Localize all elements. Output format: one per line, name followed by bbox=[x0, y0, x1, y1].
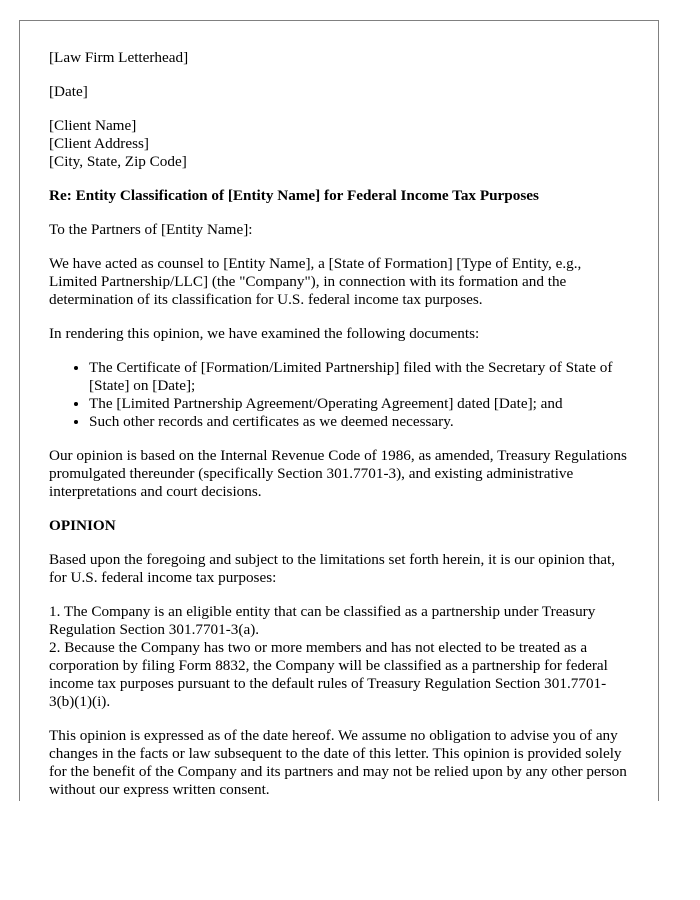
salutation: To the Partners of [Entity Name]: bbox=[49, 221, 253, 238]
letter-date: [Date] bbox=[49, 83, 88, 100]
list-item: • The [Limited Partnership Agreement/Operating Agreement] dated [Date]; and bbox=[89, 395, 629, 413]
opinion-intro: Based upon the foregoing and subject to the limitations set forth herein, it is our opinion that, for U.S. federal income tax purposes: bbox=[49, 551, 616, 586]
opinion-item-2: 2. Because the Company has two or more members and has not elected to be treated as a corporation by filing Form 8832, the Company will be classified as a partnership for federal income tax purposes pursuant to the default rules of Treasury Regulation Section 301.7701-3(b)(1)(i). bbox=[49, 639, 608, 710]
client-address: [Client Address] bbox=[49, 135, 149, 152]
list-item: • Such other records and certificates as we deemed necessary. bbox=[89, 413, 629, 431]
examined-intro: In rendering this opinion, we have examined the following documents: bbox=[49, 325, 480, 342]
opinion-item-1: 1. The Company is an eligible entity that can be classified as a partnership under Treasury Regulation Section 301.7701-3(a). bbox=[49, 603, 596, 638]
client-name: [Client Name] bbox=[49, 117, 137, 134]
subject-line: Re: Entity Classification of [Entity Name] for Federal Income Tax Purposes bbox=[49, 187, 539, 204]
opinion-heading: OPINION bbox=[49, 517, 116, 534]
closing-paragraph: This opinion is expressed as of the date hereof. We assume no obligation to advise you of any changes in the facts or law subsequent to the date of this letter. This opinion is provided solely for the benefit of the Company and its partners and may not be relied upon by any other person without our express written consent. bbox=[49, 727, 627, 798]
client-address-block bbox=[49, 117, 629, 171]
opinion-list bbox=[49, 603, 629, 711]
documents-list bbox=[49, 359, 629, 431]
letterhead: [Law Firm Letterhead] bbox=[49, 49, 189, 66]
intro-paragraph: We have acted as counsel to [Entity Name], a [State of Formation] [Type of Entity, e.g., Limited Partnership/LLC] (the "Company"), in connection with its formation and the determination of its classification for U.S. federal income tax purposes. bbox=[49, 255, 582, 308]
basis-paragraph: Our opinion is based on the Internal Revenue Code of 1986, as amended, Treasury Regulations promulgated thereunder (specifically Section 301.7701-3), and existing administrative interpretations and court decisions. bbox=[49, 447, 627, 500]
list-item: • The Certificate of [Formation/Limited Partnership] filed with the Secretary of State of [State] on [Date]; bbox=[89, 359, 629, 395]
letter-page bbox=[19, 20, 659, 801]
client-city-state-zip: [City, State, Zip Code] bbox=[49, 153, 187, 170]
